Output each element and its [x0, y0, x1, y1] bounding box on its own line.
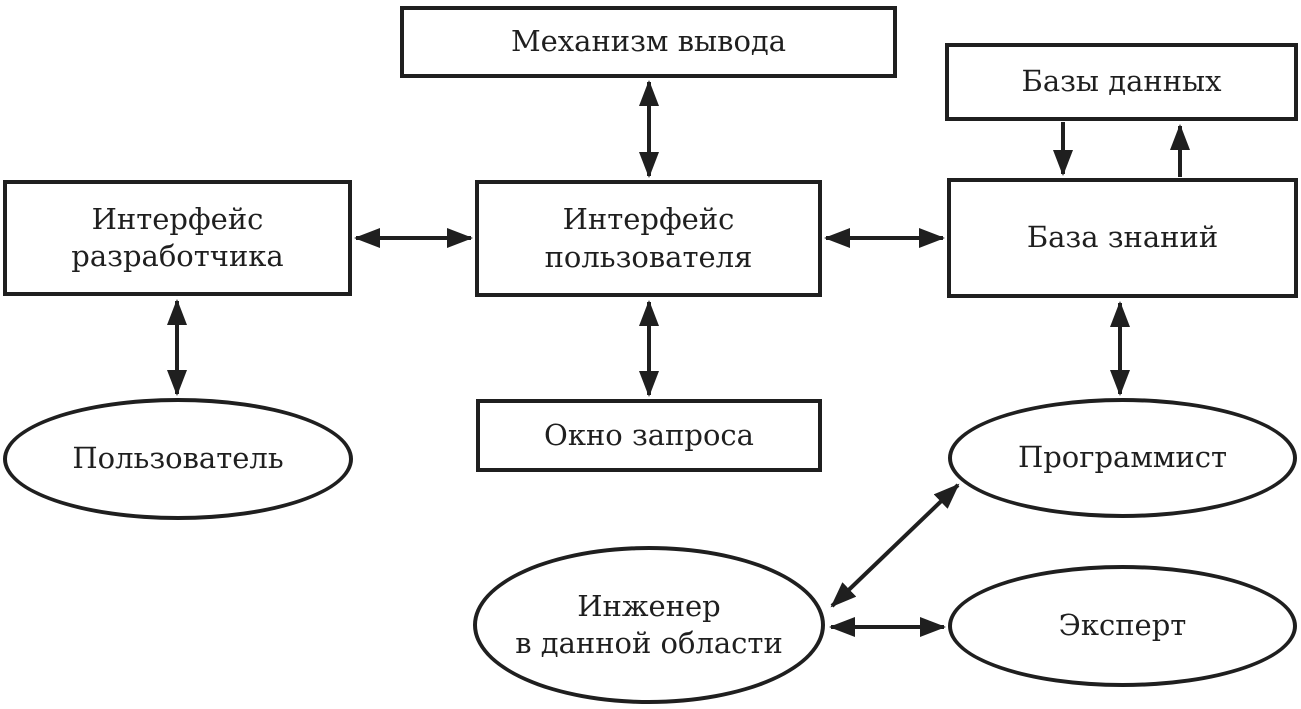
node-label-line1: Инженер [577, 588, 721, 623]
node-label-line2: в данной области [515, 626, 783, 660]
node-label: Пользователь [72, 441, 284, 476]
node-label: Программист [1017, 440, 1228, 475]
node-inference-mechanism [400, 6, 897, 78]
node-programmer [948, 398, 1297, 518]
node-label: Эксперт [1058, 608, 1187, 643]
node-domain-engineer [473, 546, 825, 704]
node-query-window [476, 399, 822, 472]
node-user [3, 398, 353, 520]
node-label-line1: Интерфейс [91, 201, 264, 236]
node-label-line2: разработчика [71, 239, 284, 273]
node-label-line2: пользователя [544, 239, 753, 274]
node-label: Окно запроса [544, 417, 754, 452]
node-label: База знаний [1026, 220, 1219, 255]
node-expert [948, 565, 1297, 687]
node-user-interface [475, 180, 822, 297]
node-label: Механизм вывода [510, 24, 787, 59]
node-knowledge-base [947, 178, 1298, 298]
node-developer-interface [3, 180, 352, 296]
node-label: Базы данных [1021, 64, 1222, 99]
edge-domain-engineer-programmer [832, 485, 958, 606]
node-label-line1: Интерфейс [562, 202, 735, 237]
node-databases [945, 43, 1298, 121]
